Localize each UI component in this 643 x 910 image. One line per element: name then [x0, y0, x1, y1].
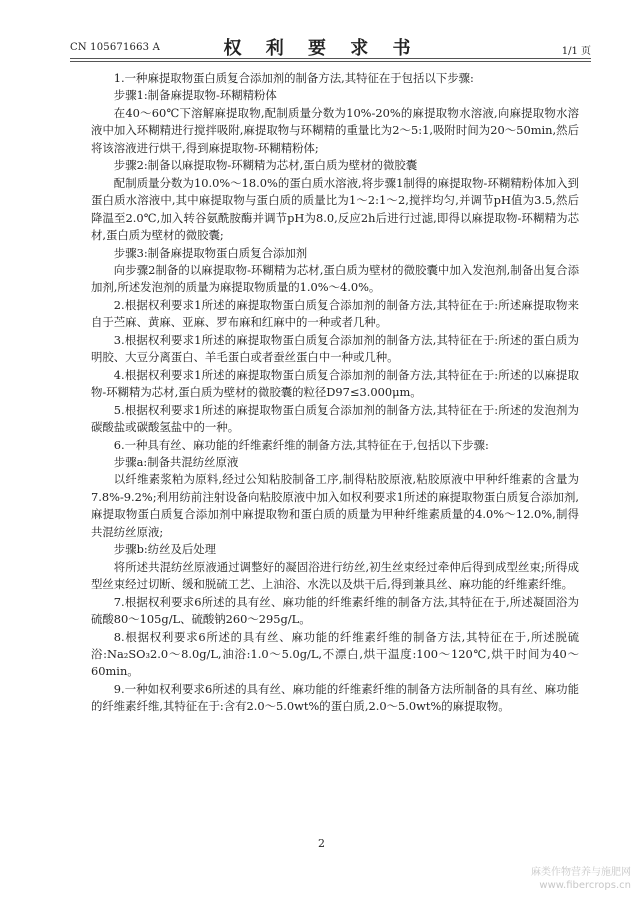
claim-paragraph: 7.根据权利要求6所述的具有丝、麻功能的纤维素纤维的制备方法,其特征在于,所述凝固浴为硫酸80～105g/L、硫酸钠260～295g/L。	[91, 594, 579, 627]
claim-paragraph: 8.根据权利要求6所述的具有丝、麻功能的纤维素纤维的制备方法,其特征在于,所述脱硫浴:Na₂SO₃2.0～8.0g/L,油浴:1.0～5.0g/L,不漂白,烘干温度:100～120℃,烘干时间为40～60min。	[91, 629, 579, 679]
page-number: 2	[318, 837, 325, 850]
step-heading: 步骤2:制备以麻提取物-环糊精为芯材,蛋白质为壁材的微胶囊	[113, 158, 418, 173]
step-heading: 步骤b:纺丝及后处理	[113, 542, 217, 557]
header-rule	[70, 58, 591, 59]
claim-paragraph: 5.根据权利要求1所述的麻提取物蛋白质复合添加剂的制备方法,其特征在于:所述的发泡剂为碳酸盐或碳酸氢盐中的一种。	[91, 402, 579, 435]
claim-paragraph: 4.根据权利要求1所述的麻提取物蛋白质复合添加剂的制备方法,其特征在于:所述的以麻提取物-环糊精为芯材,蛋白质为壁材的微胶囊的粒径D97≤3.000μm。	[91, 367, 579, 400]
watermark-line: www.fibercrops.cn	[539, 880, 631, 891]
claim-paragraph: 3.根据权利要求1所述的麻提取物蛋白质复合添加剂的制备方法,其特征在于:所述的蛋白质为明胶、大豆分离蛋白、羊毛蛋白或者蚕丝蛋白中一种或几种。	[91, 332, 579, 365]
claim-paragraph: 9.一种如权利要求6所述的具有丝、麻功能的纤维素纤维的制备方法所制备的具有丝、麻功能的纤维素纤维,其特征在于:含有2.0～5.0wt%的蛋白质,2.0～5.0wt%的麻提取物。	[91, 681, 579, 714]
watermark-line: 麻类作物营养与施肥网	[531, 867, 631, 878]
document-header	[0, 0, 643, 64]
step-heading: 步骤1:制备麻提取物-环糊精粉体	[113, 88, 277, 103]
claims-body	[91, 70, 579, 716]
claim-paragraph: 向步骤2制备的以麻提取物-环糊精为芯材,蛋白质为壁材的微胶囊中加入发泡剂,制备出复合添加剂,所述发泡剂的质量为麻提取物质量的1.0%～4.0%。	[91, 262, 579, 295]
publication-number: CN 105671663 A	[70, 42, 161, 53]
claim-paragraph: 2.根据权利要求1所述的麻提取物蛋白质复合添加剂的制备方法,其特征在于:所述麻提取物来自于苎麻、黄麻、亚麻、罗布麻和红麻中的一种或者几种。	[91, 297, 579, 330]
step-heading: 步骤a:制备共混纺丝原液	[113, 454, 239, 469]
page-indicator: 1/1 页	[561, 46, 591, 57]
claim-paragraph: 配制质量分数为10.0%～18.0%的蛋白质水溶液,将步骤1制得的麻提取物-环糊精粉体加入到蛋白质水溶液中,其中麻提取物与蛋白质的质量比为1～2:1～2,搅拌均匀,并调节pH值为3.5,然后降温至2.0℃,加入转谷氨酰胺酶并调节pH为8.0,反应2h后进行过滤,即得以麻提取物-环糊精为芯材,蛋白质为壁材的微胶囊;	[91, 175, 579, 243]
claim-paragraph: 在40～60℃下溶解麻提取物,配制质量分数为10%-20%的麻提取物水溶液,向麻提取物水溶液中加入环糊精进行搅拌吸附,麻提取物与环糊精的重量比为2～5:1,吸附时间为20～50min,然后将该溶液进行烘干,得到麻提取物-环糊精粉体;	[91, 105, 579, 155]
step-heading: 步骤3:制备麻提取物蛋白质复合添加剂	[113, 245, 308, 260]
page-title: 权 利 要 求 书	[223, 38, 420, 59]
watermark	[501, 866, 631, 892]
header-rule	[70, 61, 591, 62]
claim-paragraph: 将所述共混纺丝原液通过调整好的凝固浴进行纺丝,初生丝束经过牵伸后得到成型丝束;所得成型丝束经过切断、缓和脱硫工艺、上油浴、水洗以及烘干后,得到兼具丝、麻功能的纤维素纤维。	[91, 559, 579, 592]
claim-paragraph: 6.一种具有丝、麻功能的纤维素纤维的制备方法,其特征在于,包括以下步骤:	[113, 437, 489, 452]
claim-paragraph: 1.一种麻提取物蛋白质复合添加剂的制备方法,其特征在于包括以下步骤:	[113, 71, 474, 85]
claim-paragraph: 以纤维素浆粕为原料,经过公知粘胶制备工序,制得粘胶原液,粘胶原液中甲种纤维素的含量为7.8%-9.2%;利用纺前注射设备向粘胶原液中加入如权利要求1所述的麻提取物蛋白质复合添加剂,麻提取物蛋白质复合添加剂中麻提取物和蛋白质的质量为甲种纤维素质量的4.0%～12.0%,制得共混纺丝原液;	[91, 472, 579, 539]
